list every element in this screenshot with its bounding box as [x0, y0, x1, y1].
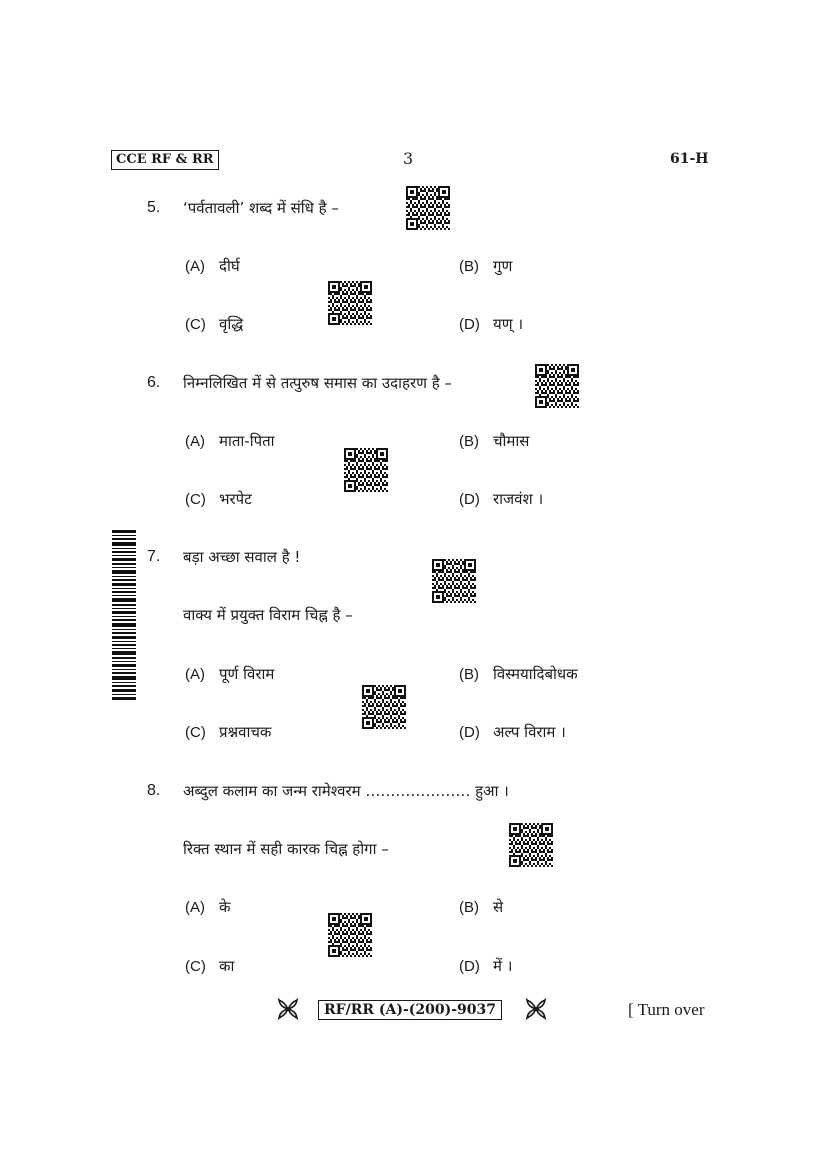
paper-code: 61-H	[670, 151, 709, 167]
qr-code-icon	[509, 823, 553, 867]
q7-option-c: (C) प्रश्नवाचक	[185, 723, 272, 741]
ornament-icon	[524, 997, 548, 1021]
qr-code-icon	[406, 186, 450, 230]
question-6-number: 6.	[147, 374, 161, 391]
q6-option-a: (A) माता-पिता	[185, 432, 275, 450]
question-7-number: 7.	[147, 548, 161, 565]
turn-over-text: [ Turn over	[628, 1000, 705, 1019]
ornament-icon	[276, 997, 300, 1021]
footer-code-box: RF/RR (A)-(200)-9037	[318, 1000, 502, 1020]
question-8-text-line2: रिक्त स्थान में सही कारक चिह्न होगा –	[183, 840, 389, 858]
qr-code-icon	[328, 281, 372, 325]
page-number: 3	[403, 149, 414, 168]
q7-option-d: (D) अल्प विराम ।	[459, 723, 566, 741]
q6-option-b: (B) चौमास	[459, 432, 530, 450]
q8-option-c: (C) का	[185, 957, 235, 975]
side-barcode-icon	[112, 530, 136, 700]
qr-code-icon	[432, 559, 476, 603]
q8-option-b: (B) से	[459, 898, 504, 916]
question-5-text: ‘पर्वतावली’ शब्द में संधि है –	[183, 199, 339, 217]
question-5-number: 5.	[147, 199, 161, 216]
q6-option-c: (C) भरपेट	[185, 490, 252, 508]
qr-code-icon	[328, 913, 372, 957]
q5-option-c: (C) वृद्धि	[185, 315, 244, 333]
question-8-text-line1: अब्दुल कलाम का जन्म रामेश्वरम ………………… हुआ ।	[183, 782, 509, 800]
q5-option-a: (A) दीर्घ	[185, 257, 240, 275]
q5-option-d: (D) यण् ।	[459, 315, 523, 333]
q7-option-a: (A) पूर्ण विराम	[185, 665, 275, 683]
question-6-text: निम्नलिखित में से तत्पुरुष समास का उदाहरण है –	[183, 374, 452, 392]
q8-option-a: (A) के	[185, 898, 231, 916]
exam-code-box: CCE RF & RR	[111, 150, 219, 170]
q5-option-b: (B) गुण	[459, 257, 513, 275]
qr-code-icon	[535, 364, 579, 408]
qr-code-icon	[362, 685, 406, 729]
q7-option-b: (B) विस्मयादिबोधक	[459, 665, 578, 683]
q8-option-d: (D) में ।	[459, 957, 513, 975]
question-7-text-line1: बड़ा अच्छा सवाल है !	[183, 548, 301, 566]
qr-code-icon	[344, 448, 388, 492]
question-8-number: 8.	[147, 782, 161, 799]
q6-option-d: (D) राजवंश ।	[459, 490, 544, 508]
question-7-text-line2: वाक्य में प्रयुक्त विराम चिह्न है –	[183, 606, 353, 624]
